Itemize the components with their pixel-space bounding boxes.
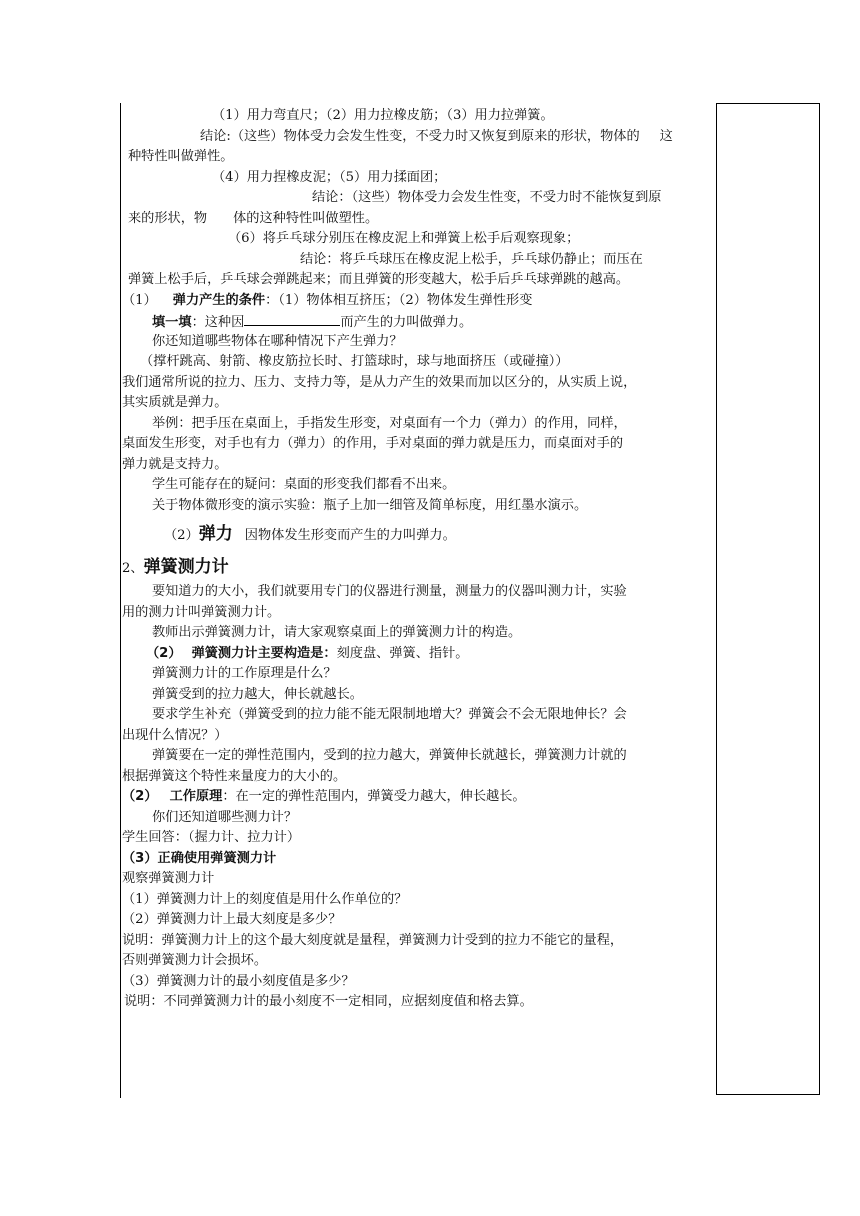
text-line: 要知道力的大小，我们就要用专门的仪器进行测量，测量力的仪器叫测力计，实验 — [152, 584, 627, 599]
text-line: 来的形状，物 体的这种特性叫做塑性。 — [128, 210, 379, 226]
text-line: （1）弹簧测力计上的刻度值是用什么作单位的？ — [122, 891, 408, 907]
text-line: 关于物体微形变的演示实验：瓶子上加一细管及简单标度，用红墨水演示。 — [152, 497, 588, 513]
text-line: 说明：不同弹簧测力计的最小刻度不一定相同，应据刻度值和格去算。 — [124, 994, 533, 1009]
text-line: 出现什么情况？） — [122, 727, 228, 743]
text-line: 弹簧测力计的工作原理是什么？ — [152, 666, 337, 681]
text-line: 学生可能存在的疑问：桌面的形变我们都看不出来。 — [152, 477, 456, 492]
term-label: 弹簧测力计主要构造是： — [191, 645, 337, 661]
term-label: 弹力产生的条件 — [172, 292, 266, 308]
text-line: 你还知道哪些物体在哪种情况下产生弹力？ — [152, 333, 403, 349]
text-line: 观察弹簧测力计 — [122, 871, 215, 886]
text-line: （撑杆跳高、射箭、橡皮筋拉长时、打篮球时，球与地面挤压（或碰撞）） — [140, 354, 569, 369]
text-line: 我们通常所说的拉力、压力、支持力等，是从力产生的效果而加以区分的，从实质上说， — [122, 374, 637, 390]
lesson-content — [122, 106, 712, 1013]
table-left-border — [120, 103, 121, 1098]
text-line: （4）用力捏橡皮泥；（5）用力揉面团； — [212, 169, 447, 185]
fill-in-blank — [244, 311, 340, 326]
text-line: 举例：把手压在桌面上，手指发生形变，对桌面有一个力（弹力）的作用，同样， — [152, 415, 627, 431]
subsection-heading: （3）正确使用弹簧测力计 — [122, 850, 277, 866]
text-line: 结论:（这些）物体受力会发生性变，不受力时又恢复到原来的形状，物体的 这 — [200, 128, 673, 144]
text-line: 教师出示弹簧测力计，请大家观察桌面上的弹簧测力计的构造。 — [152, 625, 522, 640]
text-line: 否则弹簧测力计会损坏。 — [122, 953, 268, 968]
side-notes-cell — [716, 103, 820, 1095]
text-line: 弹簧要在一定的弹性范围内，受到的拉力越大，弹簧伸长就越长，弹簧测力计就的 — [152, 748, 627, 763]
text-line: 弹簧受到的拉力越大，伸长就越长。 — [152, 686, 363, 702]
text-line: 结论：（这些）物体受力会发生性变，不受力时不能恢复到原 — [312, 190, 662, 205]
text-line: 你们还知道哪些测力计？ — [152, 809, 298, 825]
text-line: 2、弹簧测力计 — [122, 557, 229, 577]
text-line: 弹力就是支持力。 — [122, 456, 228, 472]
text-line: 种特性叫做弹性。 — [128, 149, 234, 164]
text-line: 填一填：这种因 而产生的力叫做弹力。 — [128, 311, 712, 332]
text-line: 用的测力计叫弹簧测力计。 — [122, 604, 281, 620]
text-line: （1） 弹力产生的条件：（1）物体相互挤压；（2）物体发生弹性形变 — [122, 292, 533, 308]
text-line: （3）弹簧测力计的最小刻度值是多少？ — [122, 973, 355, 989]
text-line: 弹簧上松手后，乒乓球会弹跳起来；而且弹簧的形变越大，松手后乒乓球弹跳的越高。 — [128, 272, 630, 287]
text-line: 其实质就是弹力。 — [122, 395, 228, 410]
text-line: （2）弹力 因物体发生形变而产生的力叫弹力。 — [164, 524, 456, 544]
text-line: 根据弹簧这个特性来量度力的大小的。 — [122, 768, 347, 784]
section-heading: 弹力 — [198, 524, 233, 544]
text-line: （2） 弹簧测力计主要构造是：刻度盘、弹簧、指针。 — [146, 645, 469, 661]
section-heading: 弹簧测力计 — [143, 557, 229, 577]
text-line: （2）弹簧测力计上最大刻度是多少？ — [122, 912, 342, 927]
text-line: 说明：弹簧测力计上的这个最大刻度就是量程，弹簧测力计受到的拉力不能它的量程， — [122, 932, 624, 948]
text-line: （6）将乒乓球分别压在橡皮泥上和弹簧上松手后观察现象； — [228, 231, 580, 246]
text-line: 桌面发生形变，对手也有力（弹力）的作用，手对桌面的弹力就是压力，而桌面对手的 — [122, 436, 624, 451]
text-line: 结论：将乒乓球压在橡皮泥上松手，乒乓球仍静止；而压在 — [300, 251, 643, 267]
text-line: （2） 工作原理：在一定的弹性范围内，弹簧受力越大，伸长越长。 — [122, 789, 526, 804]
text-line: （1）用力弯直尺；（2）用力拉橡皮筋；（3）用力拉弹簧。 — [212, 108, 554, 123]
term-label: 填一填 — [152, 315, 192, 330]
term-label: 工作原理 — [169, 789, 223, 804]
text-line: 要求学生补充（弹簧受到的拉力能不能无限制地增大？弹簧会不会无限地伸长？会 — [152, 707, 627, 722]
text-line: 学生回答：（握力计、拉力计） — [122, 830, 301, 845]
